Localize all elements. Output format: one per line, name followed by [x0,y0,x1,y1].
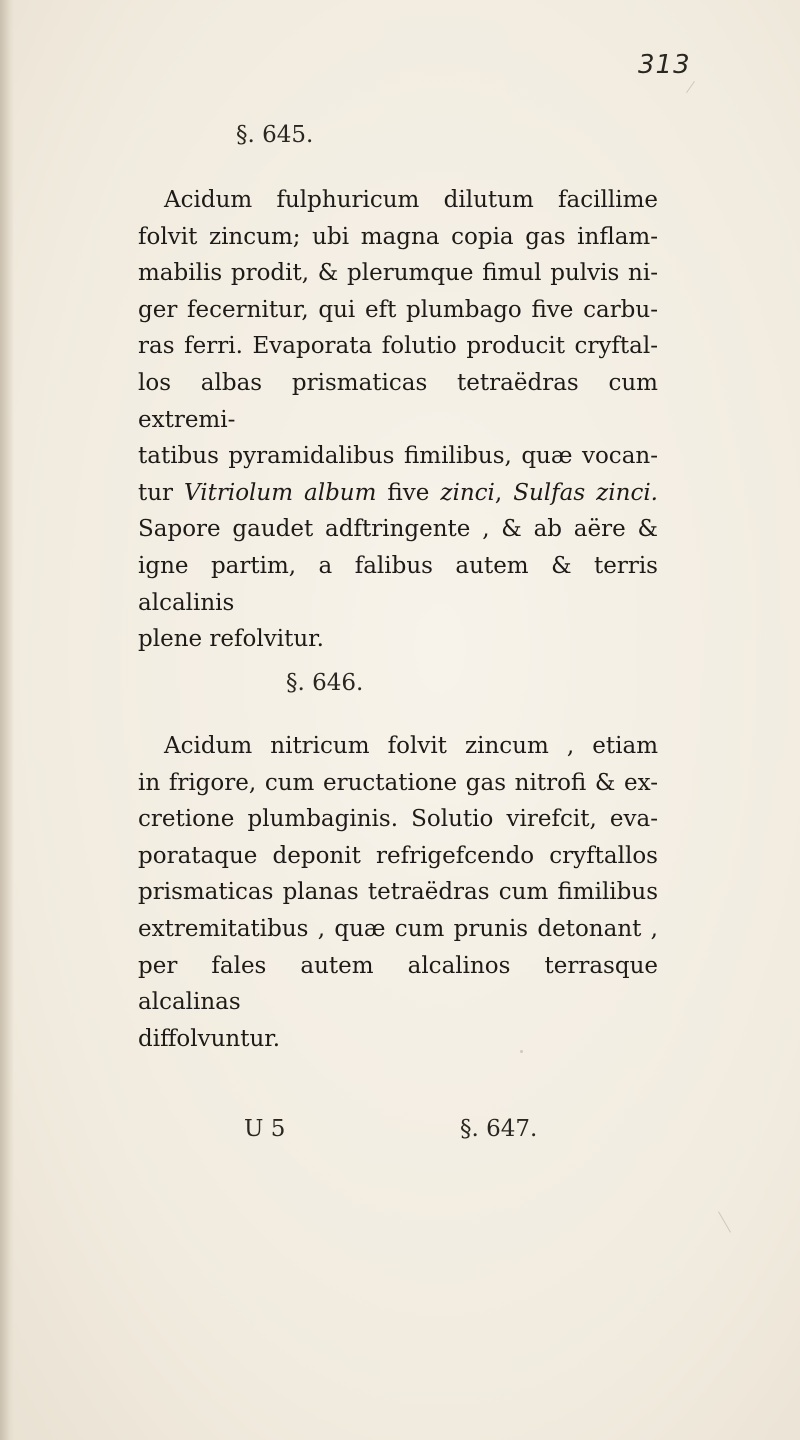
text-line-last: diffolvuntur. [138,1025,281,1052]
paper-speck [520,1050,523,1053]
text-line: in frigore, cum eructatione gas nitrofi & ex- [138,769,658,796]
text-line-last: plene refolvitur. [138,626,324,653]
paper-speck [686,81,695,93]
text-line: per fales autem alcalinos terrasque alcalinas [138,952,658,1016]
text-line: prismaticas planas tetraëdras cum fimilibus [138,879,658,906]
text-line: Sapore gaudet adftringente , & ab aëre & [138,516,658,543]
page-spine-shadow [0,0,14,1440]
text-line: mabilis prodit, & plerumque fimul pulvis ni- [138,260,658,287]
text-line: tatibus pyramidalibus fimilibus, quæ vocan- [138,443,658,470]
text-line: Acidum nitricum folvit zincum , etiam [164,733,658,759]
text-line: ger fecernitur, qui eft plumbago five carbu- [138,296,658,323]
section-heading-645: §. 645. [236,122,314,148]
text-line: porataque deponit refrigefcendo cryftallos [138,842,658,869]
text-line: extremitatibus , quæ cum prunis detonant , [138,915,658,942]
paragraph-646 [138,728,658,1057]
italic-term-sulfas: Sulfas zinci. [513,479,658,506]
italic-term-zinci: zinci [440,479,495,506]
text-line: igne partim, a falibus autem & terris alcalinis [138,552,658,616]
catchword: §. 647. [460,1116,538,1142]
text-line-with-italics: tur Vitriolum album five zinci, Sulfas zinci. [138,479,658,506]
paragraph-645 [138,182,658,658]
text-line: folvit zincum; ubi magna copia gas inflam- [138,223,658,250]
text-line: los albas prismaticas tetraëdras cum extremi- [138,369,658,433]
paper-speck [718,1211,731,1232]
section-heading-646: §. 646. [286,670,364,696]
italic-term-vitriolum: Vitriolum album [184,479,377,506]
page-number: 313 [638,50,691,80]
text-line: cretione plumbaginis. Solutio virefcit, eva- [138,806,658,833]
text-line: ras ferri. Evaporata folutio producit cryftal- [138,333,658,360]
text-line: Acidum fulphuricum dilutum facillime [164,187,658,213]
signature-mark: U 5 [244,1116,286,1142]
